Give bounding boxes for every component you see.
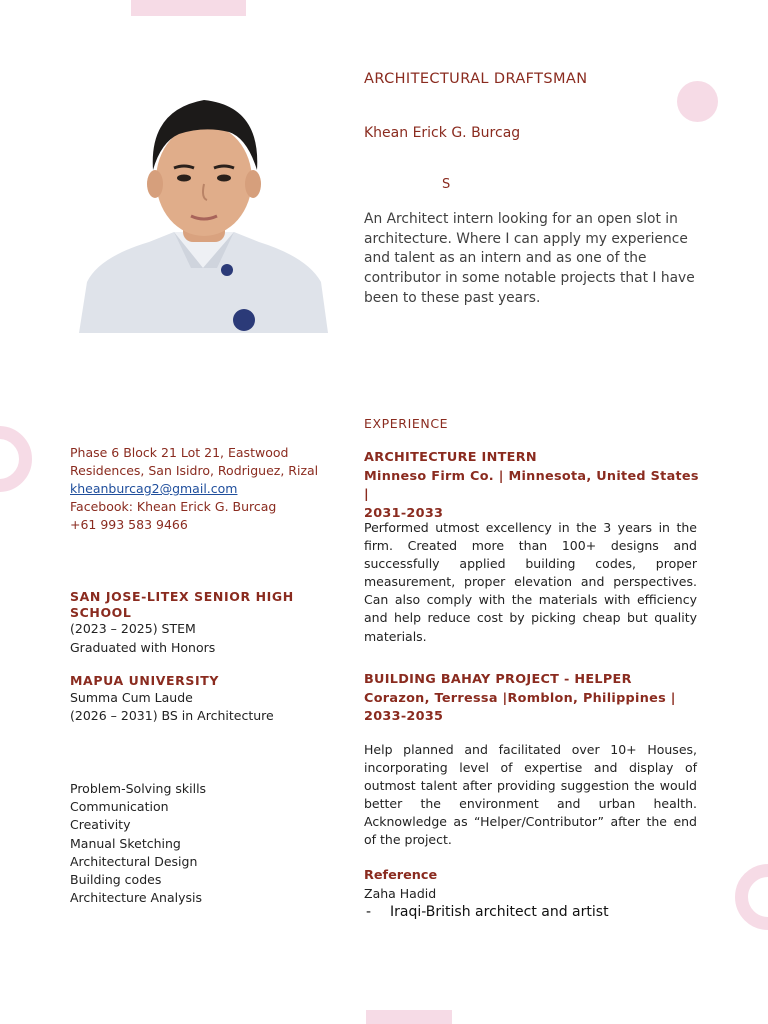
- decorative-bar-top: [131, 0, 246, 16]
- job-entry-header: [364, 671, 699, 727]
- job-company: Corazon, Terressa |Romblon, Philippines |: [364, 690, 676, 706]
- reference-detail-item: [366, 904, 609, 920]
- header-initial: S: [442, 177, 451, 192]
- skill-item: Creativity: [70, 817, 131, 833]
- contact-address: Phase 6 Block 21 Lot 21, Eastwood Residences, San Isidro, Rodriguez, Rizal: [70, 445, 319, 478]
- reference-heading: Reference: [364, 868, 438, 883]
- job-title: BUILDING BAHAY PROJECT - HELPER: [364, 672, 632, 687]
- decorative-ring-left: [0, 426, 32, 492]
- education-entry: [70, 589, 320, 657]
- decorative-ring-right: [735, 864, 768, 930]
- candidate-name: Khean Erick G. Burcag: [364, 125, 521, 141]
- skill-item: Communication: [70, 799, 169, 815]
- contact-facebook: Facebook: Khean Erick G. Burcag: [70, 499, 277, 514]
- job-description: Help planned and facilitated over 10+ Houses, incorporating level of expertise and display of outmost talent after providing suggestion the would better the environment and urban health. Acknowledge as “Helper/Contributor” after the end of the project.: [364, 742, 697, 848]
- education-detail: Summa Cum Laude: [70, 689, 193, 705]
- school-name: MAPUA UNIVERSITY: [70, 673, 219, 688]
- bullet-dash: -: [366, 904, 372, 920]
- job-years: 2033-2035: [364, 709, 444, 724]
- contact-email-link[interactable]: kheanburcag2@gmail.com: [70, 481, 238, 496]
- profile-summary: An Architect intern looking for an open slot in architecture. Where I can apply my experience and talent as an intern and as one of the contributor in some notable projects that I have been to these past years.: [364, 211, 695, 306]
- skill-item: Architecture Analysis: [70, 890, 203, 906]
- education-entry: [70, 673, 320, 726]
- education-detail: (2026 – 2031) BS in Architecture: [70, 708, 274, 723]
- job-years: 2031-2033: [364, 505, 444, 521]
- reference-detail: Iraqi-British architect and artist: [390, 904, 609, 920]
- job-title: ARCHITECTURE INTERN: [364, 450, 537, 465]
- skill-item: Building codes: [70, 872, 162, 888]
- skills-list: [70, 780, 320, 907]
- skill-item: Manual Sketching: [70, 835, 181, 851]
- experience-heading: EXPERIENCE: [364, 416, 449, 431]
- job-title: ARCHITECTURAL DRAFTSMAN: [364, 71, 588, 87]
- skill-item: Problem-Solving skills: [70, 781, 207, 796]
- education-detail: Graduated with Honors: [70, 639, 216, 655]
- skill-item: Architectural Design: [70, 853, 198, 869]
- job-description: Performed utmost excellency in the 3 years in the firm. Created more than 100+ designs and successfully applied building codes, proper measurement, proper elevation and perspectives. Can also comply with the materials with efficiency and help reduce cost by picking cheap but quality materials.: [364, 520, 697, 644]
- education-detail: (2023 – 2025) STEM: [70, 621, 196, 636]
- contact-phone: +61 993 583 9466: [70, 517, 188, 532]
- job-entry-header: [364, 449, 699, 523]
- decorative-circle: [677, 81, 718, 122]
- school-name: SAN JOSE-LITEX SENIOR HIGH SCHOOL: [70, 589, 294, 620]
- reference-name: Zaha Hadid: [364, 886, 437, 901]
- profile-photo: [79, 92, 328, 333]
- job-company: Minneso Firm Co. | Minnesota, United States |: [364, 468, 699, 502]
- decorative-bar-bottom: [366, 1010, 452, 1024]
- contact-block: [70, 444, 335, 534]
